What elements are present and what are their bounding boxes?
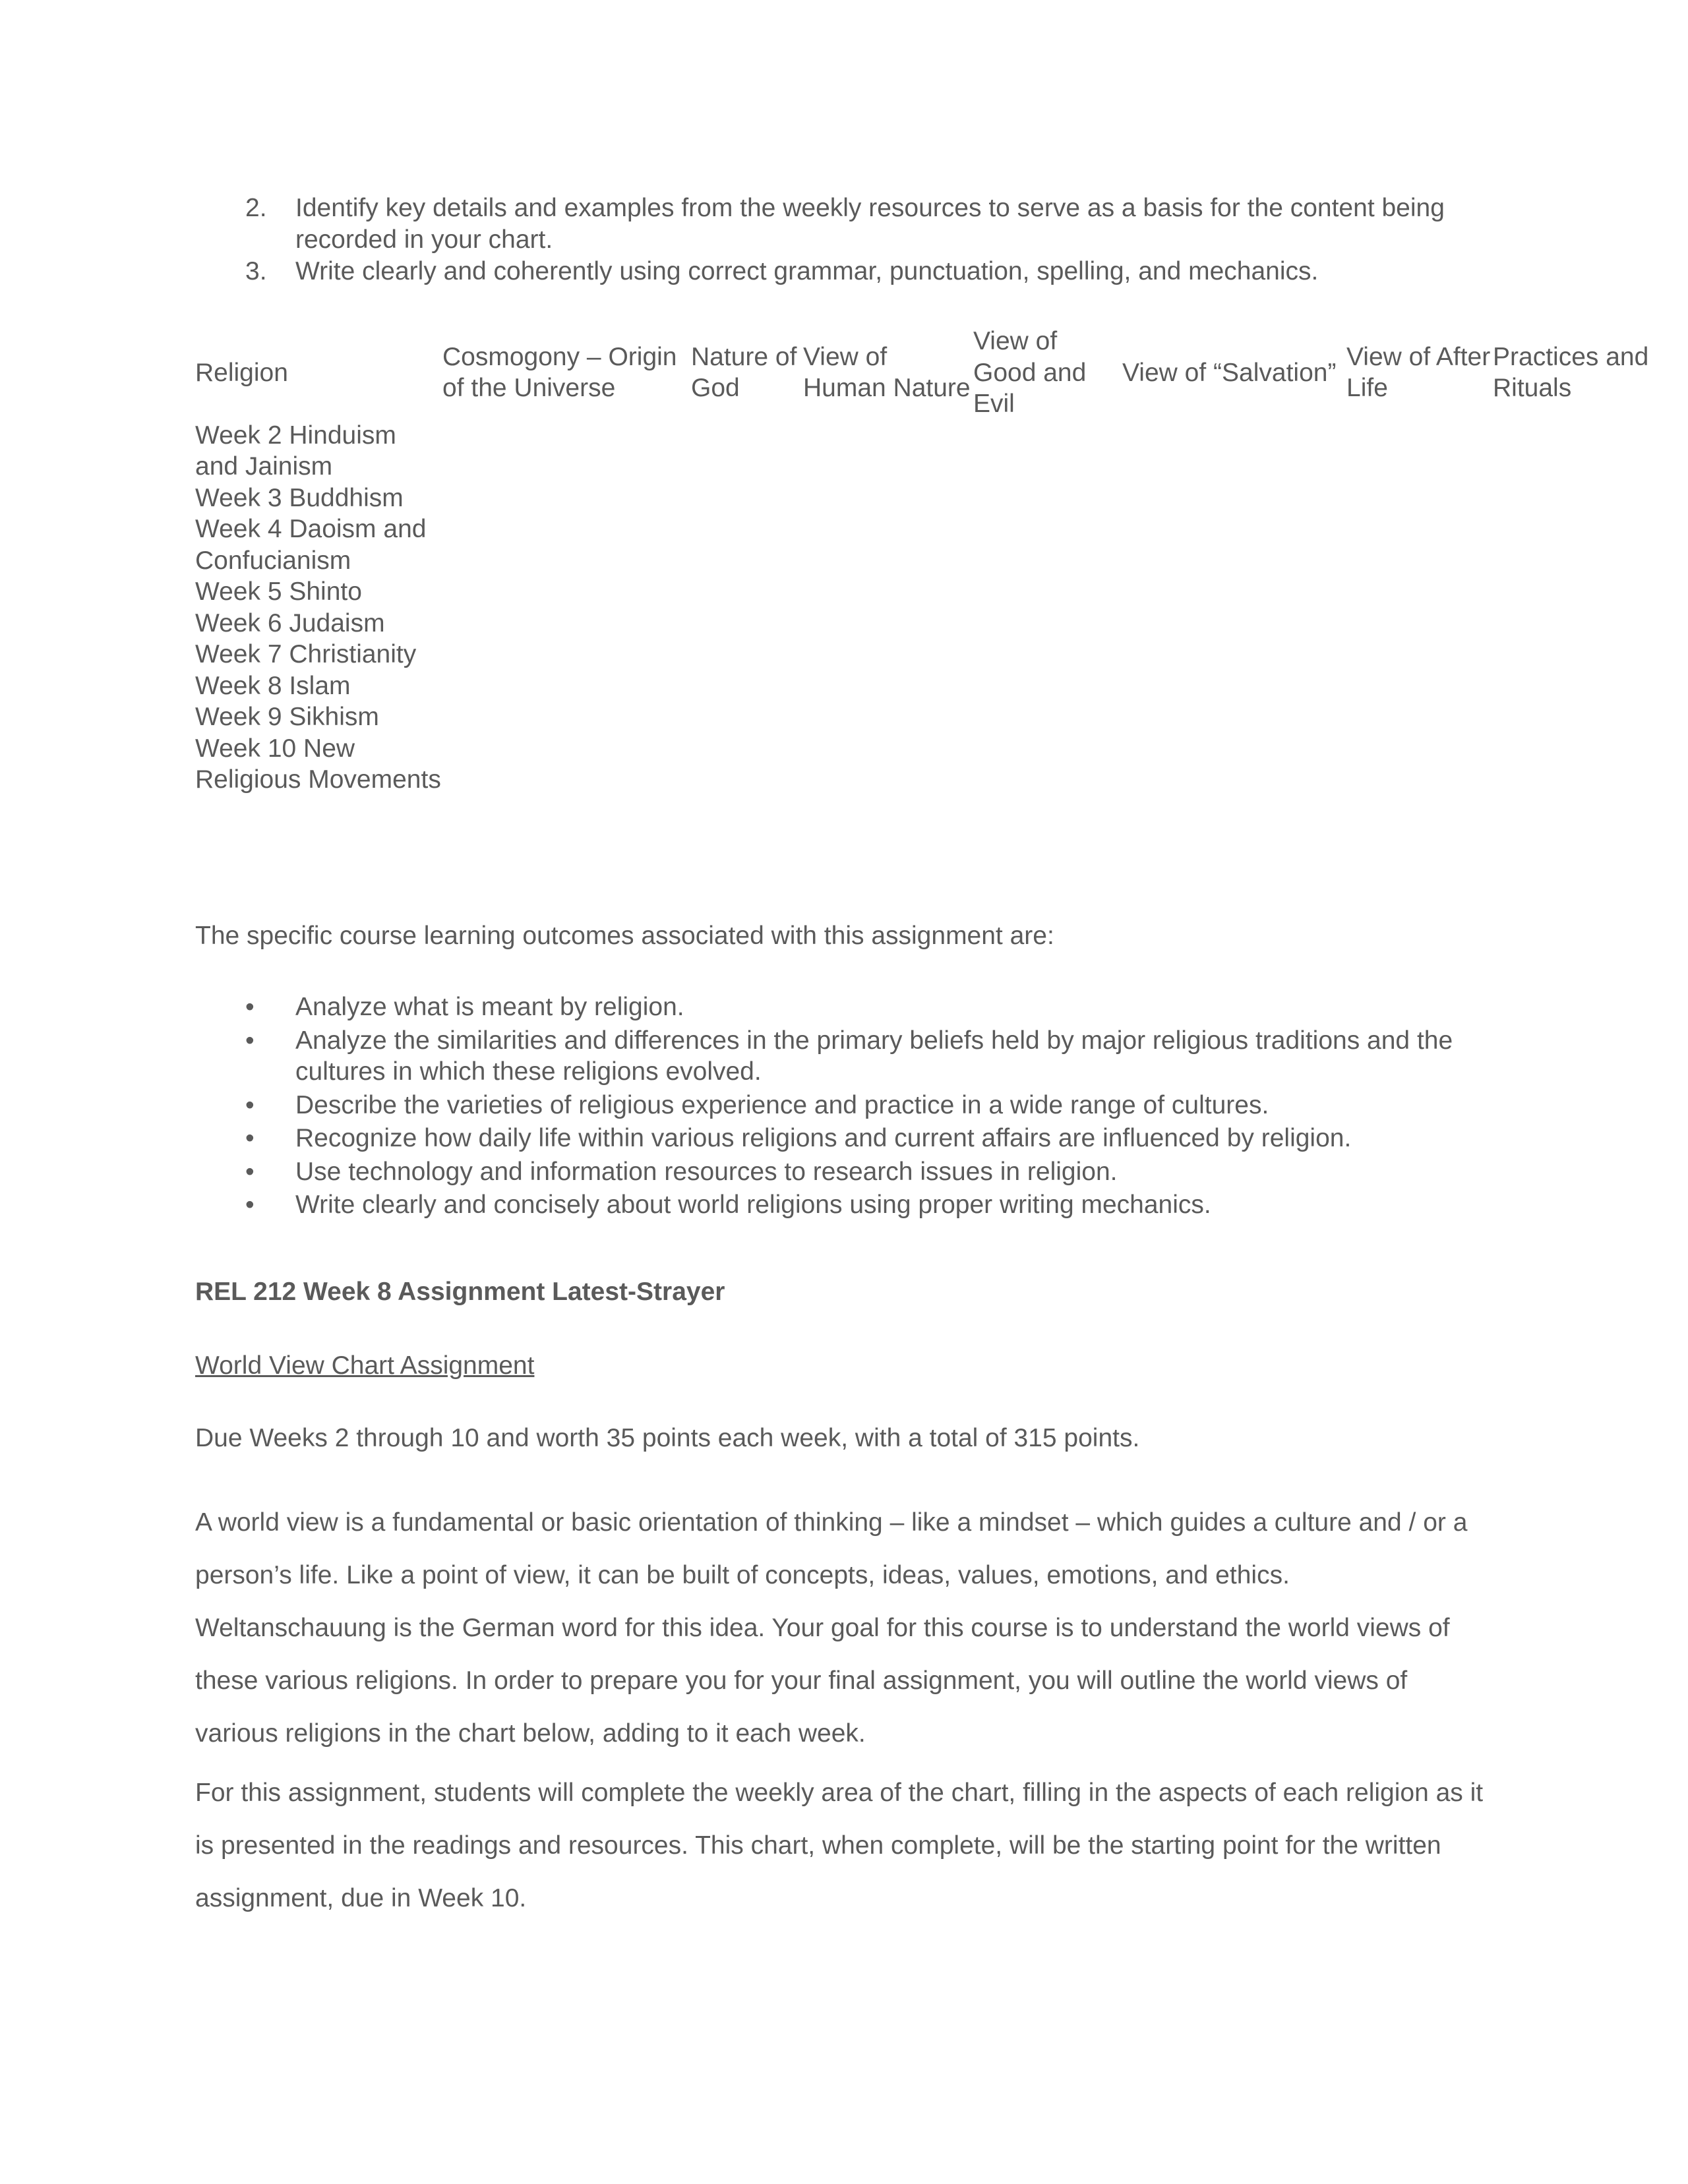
table-row — [195, 483, 1671, 514]
table-row — [195, 608, 1671, 639]
list-item — [195, 1123, 1488, 1154]
header-human-nature: View of Human Nature — [803, 342, 971, 403]
outcomes-intro: The specific course learning outcomes associated with this assignment are: — [195, 922, 1054, 950]
header-salvation: View of “Salvation” — [1122, 358, 1337, 387]
bullet-icon: • — [245, 993, 255, 1021]
list-item-text: Write clearly and coherently using correct grammar, punctuation, spelling, and mechanics. — [295, 257, 1319, 285]
paragraph-assignment: For this assignment, students will complete the weekly area of the chart, filling in the aspects of each religion as it is presented in the readings and resources. This chart, when complete, will be the starting point for the written assignment, due in Week 10. — [195, 1779, 1484, 1912]
header-nature-of-god: Nature of God — [691, 342, 797, 403]
religion-cell: Week 4 Daoism and Confucianism — [195, 515, 427, 575]
paragraph-world-view: A world view is a fundamental or basic orientation of thinking – like a mindset – which guides a culture and / or a person’s life. Like a point of view, it can be built of concepts, ideas, values, emotions, and ethics. Weltanschauung is the German word for this idea. Your goal for this course is to understand the world views of these various religions. In order to prepare you for your final assignment, you will outline the world views of various religions in the chart below, adding to it each week. — [195, 1508, 1468, 1748]
list-item-text: Identify key details and examples from the weekly resources to serve as a basis for the content being recorded in your chart. — [295, 194, 1445, 254]
due-text: Due Weeks 2 through 10 and worth 35 points each week, with a total of 315 points. — [195, 1424, 1140, 1452]
list-item-text: Analyze what is meant by religion. — [295, 993, 684, 1021]
bullet-icon: • — [245, 1124, 255, 1152]
header-after-life: View of After Life — [1346, 342, 1491, 403]
header-cosmogony: Cosmogony – Origin of the Universe — [442, 342, 677, 403]
table-row — [195, 733, 1671, 796]
bullet-icon: • — [245, 1026, 255, 1055]
list-item — [195, 991, 1488, 1023]
course-heading: REL 212 Week 8 Assignment Latest-Strayer — [195, 1278, 725, 1306]
religion-cell: Week 7 Christianity — [195, 640, 417, 668]
religion-cell: Week 6 Judaism — [195, 608, 385, 637]
header-practices-rituals: Practices and Rituals — [1493, 342, 1649, 403]
list-item-text: Describe the varieties of religious experience and practice in a wide range of cultures. — [295, 1090, 1269, 1119]
table-row — [195, 420, 1671, 483]
list-number: 2. — [245, 194, 267, 222]
religion-cell: Week 3 Buddhism — [195, 483, 404, 512]
list-item — [195, 256, 1488, 287]
religion-cell: Week 10 New Religious Movements — [195, 734, 441, 794]
table-row — [195, 670, 1671, 702]
list-item-text: Write clearly and concisely about world religions using proper writing mechanics. — [295, 1191, 1211, 1219]
list-number: 3. — [245, 257, 267, 285]
list-item-text: Analyze the similarities and differences in the primary beliefs held by major religious traditions and the cultures in which these religions evolved. — [295, 1026, 1453, 1086]
table-row — [195, 701, 1671, 733]
list-item — [195, 1156, 1488, 1188]
table-row — [195, 514, 1671, 576]
list-item — [195, 1189, 1488, 1221]
list-item — [195, 1090, 1488, 1121]
list-item — [195, 192, 1488, 256]
bullet-icon: • — [245, 1191, 255, 1219]
table-row — [195, 639, 1671, 670]
header-religion: Religion — [195, 358, 288, 387]
bullet-icon: • — [245, 1157, 255, 1186]
list-item-text: Recognize how daily life within various religions and current affairs are influenced by religion. — [295, 1124, 1352, 1152]
outcomes-list — [195, 991, 1488, 1223]
list-item-text: Use technology and information resources to research issues in religion. — [295, 1157, 1118, 1186]
world-view-chart — [195, 326, 1671, 796]
religion-cell: Week 2 Hinduism and Jainism — [195, 421, 396, 481]
header-good-and-evil: View of Good and Evil — [973, 327, 1087, 418]
list-item — [195, 1025, 1488, 1088]
religion-cell: Week 8 Islam — [195, 671, 351, 700]
table-row — [195, 576, 1671, 608]
religion-cell: Week 9 Sikhism — [195, 703, 379, 731]
religion-cell: Week 5 Shinto — [195, 577, 362, 606]
assignment-link[interactable]: World View Chart Assignment — [195, 1351, 535, 1380]
table-header-row — [195, 326, 1671, 420]
instructions-list — [195, 192, 1488, 287]
bullet-icon: • — [245, 1090, 255, 1119]
